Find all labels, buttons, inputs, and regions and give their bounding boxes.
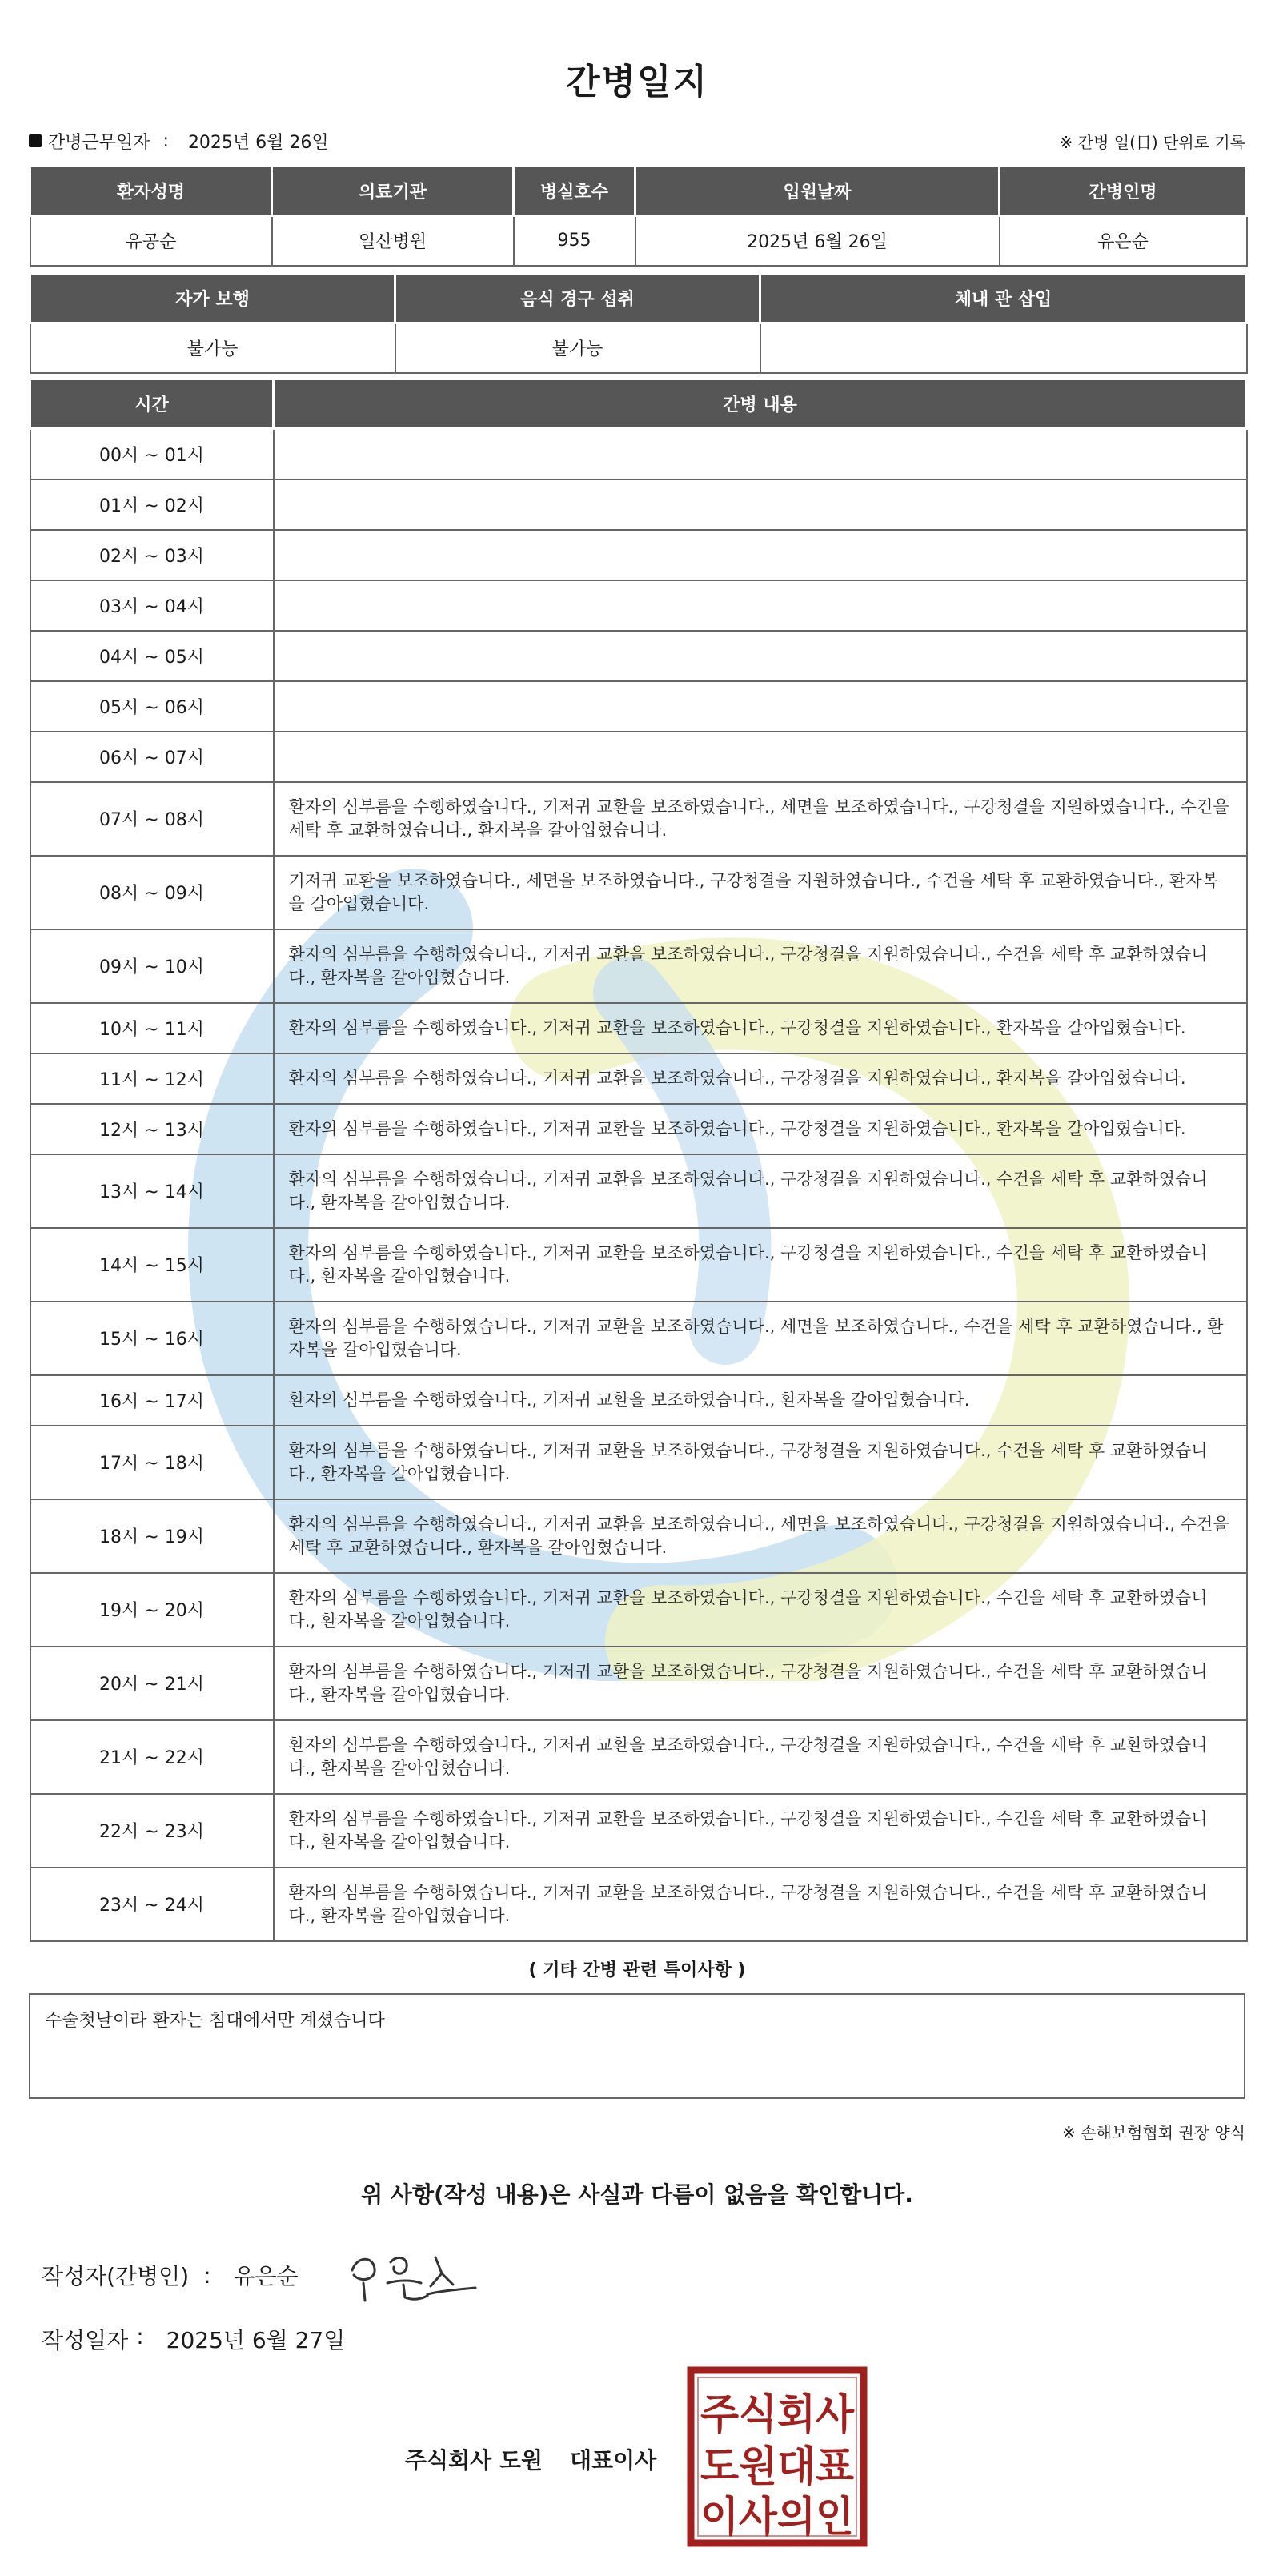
- time-cell: 13시 ~ 14시: [30, 1154, 274, 1228]
- content-cell: [274, 732, 1247, 782]
- table-row: [30, 429, 1247, 479]
- table-row: [30, 1375, 1247, 1426]
- content-cell: [274, 479, 1247, 530]
- table-row: [30, 1426, 1247, 1499]
- written-date-label: 작성일자: [42, 2327, 129, 2353]
- work-date-colon: :: [162, 130, 169, 151]
- patient-status-table: [29, 272, 1248, 374]
- content-cell: 환자의 심부름을 수행하였습니다., 기저귀 교환을 보조하였습니다., 구강청결을 지원하였습니다., 수건을 세탁 후 교환하였습니다., 환자복을 갈아입혔습니다.: [274, 1868, 1247, 1941]
- time-cell: 04시 ~ 05시: [30, 631, 274, 681]
- table-row: [30, 1868, 1247, 1941]
- table-row: [30, 1104, 1247, 1154]
- time-cell: 09시 ~ 10시: [30, 929, 274, 1003]
- header-patient-name: 환자성명: [30, 167, 272, 216]
- table-row: [30, 1720, 1247, 1794]
- time-cell: 10시 ~ 11시: [30, 1003, 274, 1053]
- hospital-name: 일산병원: [272, 216, 514, 266]
- company-title: 대표이사: [570, 2447, 657, 2474]
- content-cell: 환자의 심부름을 수행하였습니다., 기저귀 교환을 보조하였습니다., 구강청결을 지원하였습니다., 수건을 세탁 후 교환하였습니다., 환자복을 갈아입혔습니다.: [274, 1573, 1247, 1647]
- table-row: [30, 929, 1247, 1003]
- content-cell: 환자의 심부름을 수행하였습니다., 기저귀 교환을 보조하였습니다., 세면을 보조하였습니다., 구강청결을 지원하였습니다., 수건을 세탁 후 교환하였습니다., 환자복을 갈아입혔습니다.: [274, 1499, 1247, 1573]
- seal-line-3: 이사의인: [700, 2494, 854, 2542]
- content-cell: 환자의 심부름을 수행하였습니다., 기저귀 교환을 보조하였습니다., 세면을 보조하였습니다., 구강청결을 지원하였습니다., 수건을 세탁 후 교환하였습니다., 환자복을 갈아입혔습니다.: [274, 782, 1247, 856]
- time-cell: 20시 ~ 21시: [30, 1647, 274, 1720]
- signature-icon: [341, 2238, 485, 2310]
- content-cell: 환자의 심부름을 수행하였습니다., 기저귀 교환을 보조하였습니다., 구강청결을 지원하였습니다., 수건을 세탁 후 교환하였습니다., 환자복을 갈아입혔습니다.: [274, 1426, 1247, 1499]
- header-room-number: 병실호수: [514, 167, 636, 216]
- writer-colon: :: [203, 2261, 211, 2289]
- content-cell: [274, 580, 1247, 631]
- content-cell: 환자의 심부름을 수행하였습니다., 기저귀 교환을 보조하였습니다., 구강청결을 지원하였습니다., 환자복을 갈아입혔습니다.: [274, 1053, 1247, 1104]
- header-oral-intake: 음식 경구 섭취: [395, 274, 760, 323]
- work-date-label: 간병근무일자: [48, 132, 150, 153]
- room-number: 955: [514, 216, 636, 266]
- writer-label: 작성자(간병인): [42, 2263, 190, 2289]
- written-date-line: [42, 2323, 345, 2355]
- remarks-text: 수술첫날이라 환자는 침대에서만 계셨습니다: [29, 1993, 1245, 2099]
- self-walking-value: 불가능: [30, 323, 395, 373]
- header-care-content: 간병 내용: [274, 379, 1247, 429]
- time-cell: 14시 ~ 15시: [30, 1228, 274, 1302]
- content-cell: 환자의 심부름을 수행하였습니다., 기저귀 교환을 보조하였습니다., 구강청결을 지원하였습니다., 수건을 세탁 후 교환하였습니다., 환자복을 갈아입혔습니다.: [274, 1154, 1247, 1228]
- oral-intake-value: 불가능: [395, 323, 760, 373]
- time-cell: 07시 ~ 08시: [30, 782, 274, 856]
- writer-name: 유은순: [233, 2263, 299, 2289]
- table-row: [30, 1499, 1247, 1573]
- time-cell: 15시 ~ 16시: [30, 1302, 274, 1375]
- content-cell: 환자의 심부름을 수행하였습니다., 기저귀 교환을 보조하였습니다., 환자복을 갈아입혔습니다.: [274, 1375, 1247, 1426]
- time-cell: 21시 ~ 22시: [30, 1720, 274, 1794]
- remarks-title: ( 기타 간병 관련 특이사항 ): [528, 1960, 746, 1980]
- table-row: [30, 1794, 1247, 1868]
- time-cell: 22시 ~ 23시: [30, 1794, 274, 1868]
- time-cell: 01시 ~ 02시: [30, 479, 274, 530]
- page-title: 간병일지: [565, 62, 708, 102]
- patient-name: 유공순: [30, 216, 272, 266]
- company-line: [405, 2443, 656, 2475]
- content-cell: [274, 681, 1247, 732]
- content-cell: 환자의 심부름을 수행하였습니다., 기저귀 교환을 보조하였습니다., 구강청결을 지원하였습니다., 환자복을 갈아입혔습니다.: [274, 1104, 1247, 1154]
- writer-line: [42, 2259, 299, 2291]
- admission-date: 2025년 6월 26일: [636, 216, 1000, 266]
- header-time: 시간: [30, 379, 274, 429]
- table-row: [30, 1647, 1247, 1720]
- table-row: [30, 580, 1247, 631]
- content-cell: 환자의 심부름을 수행하였습니다., 기저귀 교환을 보조하였습니다., 구강청결을 지원하였습니다., 환자복을 갈아입혔습니다.: [274, 1003, 1247, 1053]
- table-row: [30, 1573, 1247, 1647]
- content-cell: 기저귀 교환을 보조하였습니다., 세면을 보조하였습니다., 구강청결을 지원하였습니다., 수건을 세탁 후 교환하였습니다., 환자복을 갈아입혔습니다.: [274, 856, 1247, 929]
- header-hospital: 의료기관: [272, 167, 514, 216]
- table-row: [30, 1302, 1247, 1375]
- header-self-walking: 자가 보행: [30, 274, 395, 323]
- table-row: [30, 1003, 1247, 1053]
- content-cell: 환자의 심부름을 수행하였습니다., 기저귀 교환을 보조하였습니다., 구강청결을 지원하였습니다., 수건을 세탁 후 교환하였습니다., 환자복을 갈아입혔습니다.: [274, 929, 1247, 1003]
- time-cell: 08시 ~ 09시: [30, 856, 274, 929]
- care-log-table: [29, 378, 1248, 1942]
- content-cell: 환자의 심부름을 수행하였습니다., 기저귀 교환을 보조하였습니다., 구강청결을 지원하였습니다., 수건을 세탁 후 교환하였습니다., 환자복을 갈아입혔습니다.: [274, 1228, 1247, 1302]
- content-cell: 환자의 심부름을 수행하였습니다., 기저귀 교환을 보조하였습니다., 구강청결을 지원하였습니다., 수건을 세탁 후 교환하였습니다., 환자복을 갈아입혔습니다.: [274, 1720, 1247, 1794]
- time-cell: 03시 ~ 04시: [30, 580, 274, 631]
- time-cell: 02시 ~ 03시: [30, 530, 274, 580]
- table-row: [30, 530, 1247, 580]
- caregiver-name: 유은순: [1000, 216, 1247, 266]
- content-cell: 환자의 심부름을 수행하였습니다., 기저귀 교환을 보조하였습니다., 세면을 보조하였습니다., 수건을 세탁 후 교환하였습니다., 환자복을 갈아입혔습니다.: [274, 1302, 1247, 1375]
- tube-insertion-value: [760, 323, 1247, 373]
- patient-info-table: [29, 165, 1248, 267]
- table-row: [30, 1053, 1247, 1104]
- time-cell: 17시 ~ 18시: [30, 1426, 274, 1499]
- table-row: [30, 1228, 1247, 1302]
- time-cell: 12시 ~ 13시: [30, 1104, 274, 1154]
- table-row: [30, 732, 1247, 782]
- time-cell: 18시 ~ 19시: [30, 1499, 274, 1573]
- seal-line-1: 주식회사: [700, 2391, 855, 2439]
- work-date-value: 2025년 6월 26일: [187, 132, 329, 153]
- content-cell: [274, 429, 1247, 479]
- table-row: [30, 856, 1247, 929]
- time-cell: 19시 ~ 20시: [30, 1573, 274, 1647]
- meta-row: [29, 128, 1245, 154]
- seal-line-2: 도원대표: [700, 2443, 854, 2491]
- written-date-value: 2025년 6월 27일: [166, 2327, 346, 2353]
- table-row: [30, 479, 1247, 530]
- content-cell: [274, 631, 1247, 681]
- time-cell: 11시 ~ 12시: [30, 1053, 274, 1104]
- time-cell: 06시 ~ 07시: [30, 732, 274, 782]
- header-caregiver-name: 간병인명: [1000, 167, 1247, 216]
- content-cell: 환자의 심부름을 수행하였습니다., 기저귀 교환을 보조하였습니다., 구강청결을 지원하였습니다., 수건을 세탁 후 교환하였습니다., 환자복을 갈아입혔습니다.: [274, 1647, 1247, 1720]
- content-cell: 환자의 심부름을 수행하였습니다., 기저귀 교환을 보조하였습니다., 구강청결을 지원하였습니다., 수건을 세탁 후 교환하였습니다., 환자복을 갈아입혔습니다.: [274, 1794, 1247, 1868]
- time-cell: 05시 ~ 06시: [30, 681, 274, 732]
- table-row: [30, 681, 1247, 732]
- written-date-colon: :: [136, 2323, 144, 2349]
- content-cell: [274, 530, 1247, 580]
- association-note: ※ 손해보험협회 권장 양식: [1061, 2123, 1245, 2142]
- work-date: [29, 129, 329, 154]
- table-row: [30, 782, 1247, 856]
- company-name: 주식회사 도원: [405, 2447, 543, 2474]
- square-bullet-icon: [29, 134, 42, 147]
- header-tube-insertion: 체내 관 삽입: [760, 274, 1247, 323]
- time-cell: 16시 ~ 17시: [30, 1375, 274, 1426]
- company-seal-icon: [687, 2366, 868, 2547]
- unit-note: ※ 간병 일(日) 단위로 기록: [1059, 132, 1245, 152]
- confirmation-statement: 위 사항(작성 내용)은 사실과 다름이 없음을 확인합니다.: [361, 2181, 913, 2208]
- header-admission-date: 입원날짜: [636, 167, 1000, 216]
- table-row: [30, 631, 1247, 681]
- time-cell: 23시 ~ 24시: [30, 1868, 274, 1941]
- time-cell: 00시 ~ 01시: [30, 429, 274, 479]
- table-row: [30, 1154, 1247, 1228]
